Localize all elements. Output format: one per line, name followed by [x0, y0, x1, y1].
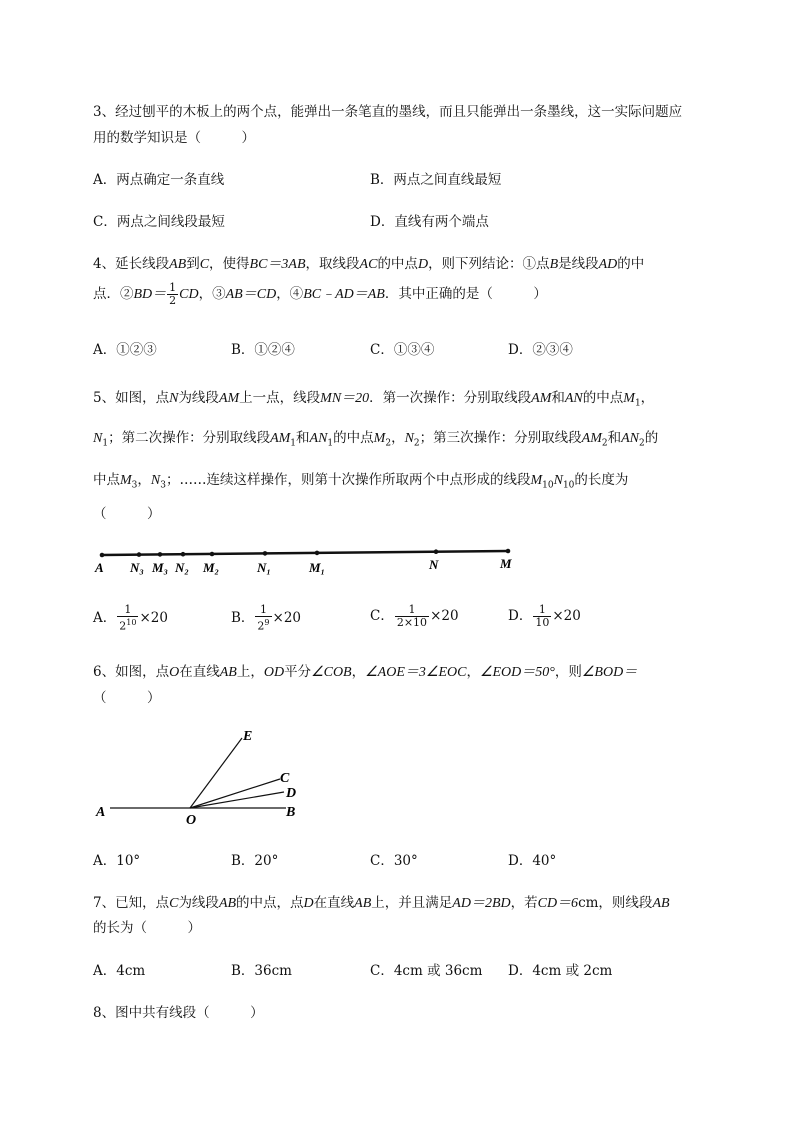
- q6-option-b: B．20°: [231, 853, 279, 869]
- q4-option-b: B．①②④: [231, 342, 295, 358]
- q3-line1: 3、经过刨平的木板上的两个点，能弹出一条笔直的墨线，而且只能弹出一条墨线，这一实际问题应: [93, 104, 683, 120]
- label-n2: N₂: [175, 560, 189, 575]
- label-c: C: [280, 771, 290, 786]
- label-m3: M₃: [152, 560, 169, 575]
- q7-option-d: D．4cm 或 2cm: [508, 963, 613, 979]
- q7-option-b: B．36cm: [231, 963, 292, 979]
- q5-option-c: C． $\frac{1}{2\times 10}$ ×20: [370, 603, 459, 629]
- point-m2: [210, 552, 215, 557]
- ray-oc: [190, 779, 280, 808]
- q5-segment-figure: [90, 540, 520, 576]
- q5-option-b: B． $\frac{1}{2^9}$ ×20: [231, 603, 302, 633]
- point-n1: [263, 551, 268, 556]
- q6-option-d: D．40°: [508, 853, 557, 869]
- label-n1: N₁: [257, 560, 271, 575]
- label-n: N: [429, 557, 439, 572]
- label-m: M: [500, 556, 512, 571]
- point-m: [506, 549, 511, 554]
- q4-option-c: C．①③④: [370, 342, 435, 358]
- point-n2: [181, 552, 186, 557]
- label-d: D: [286, 786, 297, 801]
- label-n3: N₃: [130, 560, 144, 575]
- q5-paren: （ ）: [93, 506, 161, 522]
- q7-option-a: A．4cm: [93, 963, 146, 979]
- point-m3: [158, 552, 163, 557]
- q8-line1: 8、图中共有线段（ ）: [93, 1005, 264, 1021]
- q3-option-d: D．直线有两个端点: [370, 214, 489, 230]
- point-a: [100, 553, 105, 558]
- q5-option-d: D． $\frac{1}{10}$ ×20: [508, 603, 581, 629]
- q4-line2: 点．②BD＝ $\frac{1}{2}$ CD，③AB＝CD，④BC﹣AD＝AB．其中正确的是（ ）: [93, 281, 547, 307]
- label-m1: M₁: [309, 560, 326, 575]
- q7-line2: 的长为（ ）: [93, 920, 201, 936]
- label-e: E: [243, 729, 253, 744]
- q7-option-c: C．4cm 或 36cm: [370, 963, 483, 979]
- ray-od: [190, 792, 284, 808]
- q5-line1: 5、如图，点N为线段AM上一点，线段MN＝20．第一次操作：分别取线段AM和AN的中点$M_1$，: [93, 390, 655, 409]
- q6-option-c: C．30°: [370, 853, 418, 869]
- q4-option-d: D．②③④: [508, 342, 573, 358]
- q6-line1: 6、如图，点O在直线AB上，OD平分∠COB，∠AOE＝3∠EOC，∠EOD＝50°，则∠BOD＝: [93, 664, 638, 680]
- q3-option-c: C．两点之间线段最短: [93, 214, 225, 230]
- q5-line2: $N_1$；第二次操作：分别取线段$AM_1$和$AN_1$的中点$M_2$，$N_2$；第三次操作：分别取线段$AM_2$和$AN_2$的: [93, 430, 659, 449]
- q6-paren: （ ）: [93, 690, 161, 706]
- q3-option-a: A．两点确定一条直线: [93, 172, 225, 188]
- q5-option-a: A． $\frac{1}{2^{10}}$ ×20: [93, 603, 168, 633]
- q4-option-a: A．①②③: [93, 342, 157, 358]
- q6-angle-figure: [90, 722, 310, 828]
- point-m1: [315, 551, 320, 556]
- segment-am: [102, 551, 508, 555]
- q4-line1: 4、延长线段AB到C，使得BC＝3AB，取线段AC的中点D，则下列结论：①点B是线段AD的中: [93, 256, 645, 272]
- q3-line2: 用的数学知识是（ ）: [93, 130, 255, 146]
- q4-fraction: $\frac{1}{2}$: [169, 281, 177, 307]
- label-b: B: [286, 805, 296, 820]
- q5-line3: 中点$M_3$，$N_3$；……连续这样操作，则第十次操作所取两个中点形成的线段$M_{10}N_{10}$的长度为: [93, 472, 629, 491]
- q6-option-a: A．10°: [93, 853, 141, 869]
- point-n3: [137, 552, 142, 557]
- ray-oe: [190, 738, 242, 808]
- label-o: O: [186, 813, 197, 828]
- q7-line1: 7、已知，点C为线段AB的中点，点D在直线AB上，并且满足AD＝2BD，若CD＝6cm，则线段AB: [93, 895, 670, 911]
- q3-option-b: B．两点之间直线最短: [370, 172, 502, 188]
- label-a: A: [95, 560, 104, 575]
- point-n: [434, 549, 439, 554]
- label-m2: M₂: [203, 560, 220, 575]
- label-a: A: [96, 805, 106, 820]
